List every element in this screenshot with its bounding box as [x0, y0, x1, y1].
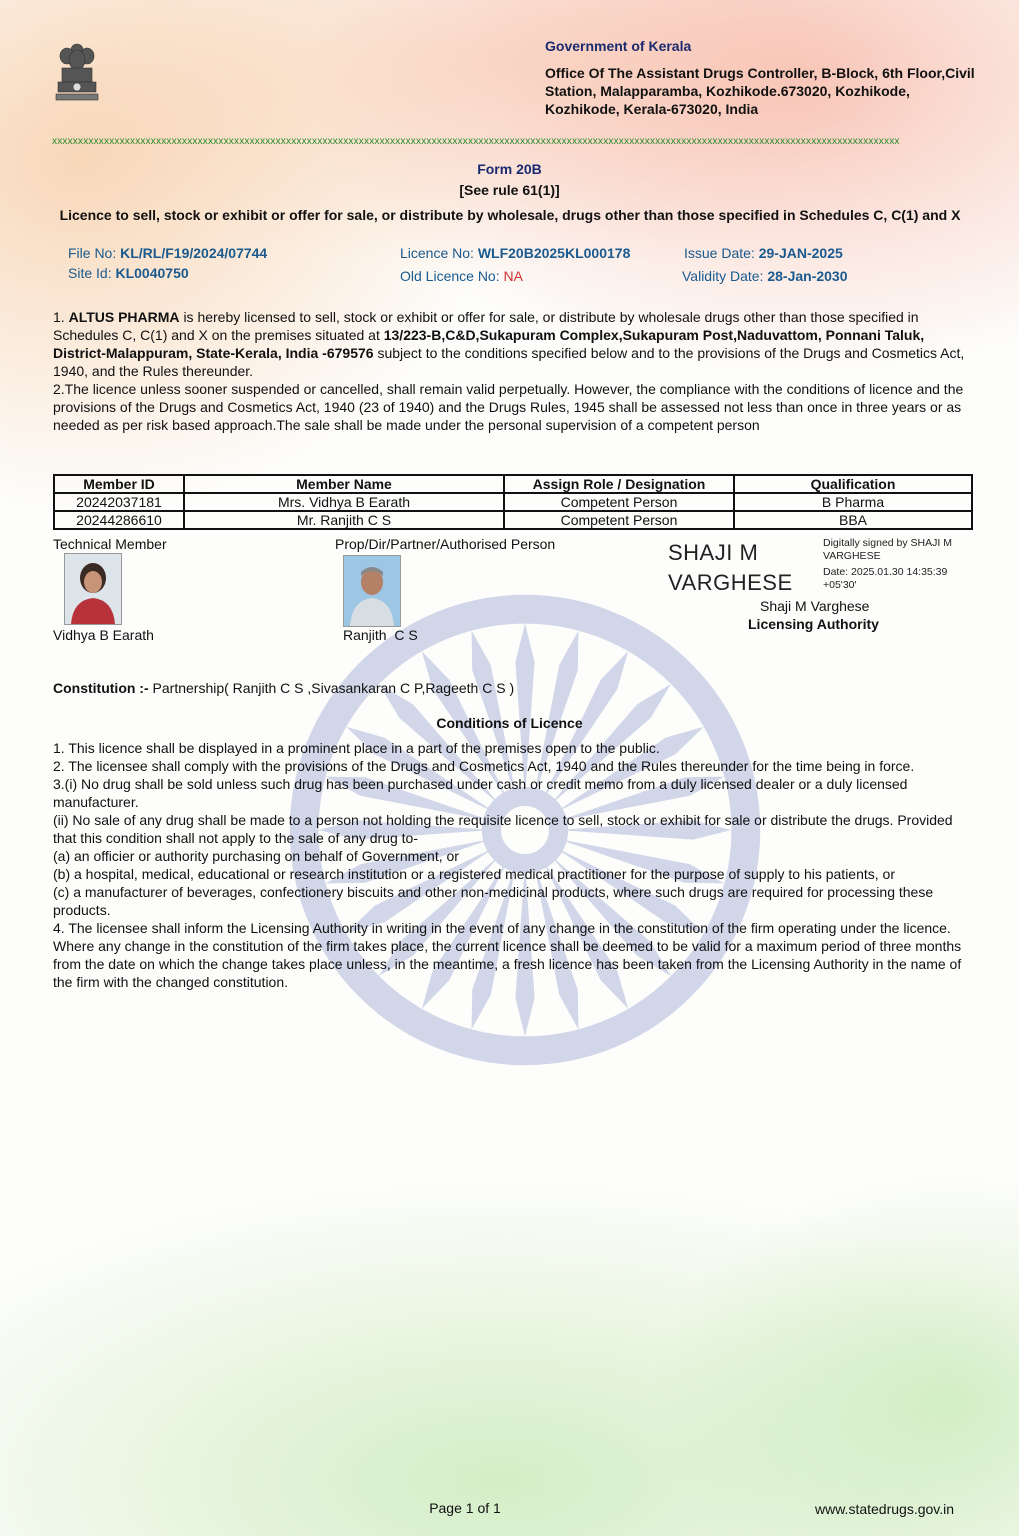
conditions-list	[53, 739, 973, 991]
authorised-person-label: Prop/Dir/Partner/Authorised Person	[335, 536, 556, 552]
licence-paragraph-1: 1. ALTUS PHARMA is hereby licensed to sell, stock or exhibit or offer for sale, or distribute by wholesale drugs other than those specified in Schedules C, C(1) and X on the premises situated at 13/223-B,C&D,Sukapuram Complex,Sukapuram Post,Naduvattom, Ponnani Taluk, District-Malappuram, State-Kerala, India -679576 subject to the conditions specified below and to the provisions of the Drugs and Cosmetics Act, 1940, and the Rules thereunder.	[53, 309, 965, 379]
digital-signature-details: Digitally signed by SHAJI M VARGHESE Date: 2025.01.30 14:35:39 +05'30'	[823, 537, 952, 591]
form-rule: [See rule 61(1)]	[459, 182, 560, 198]
old-licence-no: Old Licence No: NA	[400, 268, 523, 284]
authority-title: Licensing Authority	[748, 616, 879, 632]
person-photo-icon	[65, 554, 121, 624]
condition-item: (c) a manufacturer of beverages, confectionery biscuits and other non-medicinal products, where such drugs are required for processing these products.	[53, 884, 934, 918]
cell-member-name: Mr. Ranjith C S	[184, 511, 504, 529]
condition-item: 1. This licence shall be displayed in a prominent place in a part of the premises open to the public.	[53, 740, 660, 756]
cell-role: Competent Person	[504, 493, 734, 511]
cell-qualification: BBA	[734, 511, 972, 529]
condition-item: 2. The licensee shall comply with the provisions of the Drugs and Cosmetics Act, 1940 and the Rules thereunder for the time being in force.	[53, 758, 915, 774]
licence-heading: Licence to sell, stock or exhibit or offer for sale, or distribute by wholesale, drugs other than those specified in Schedules C, C(1) and X	[59, 207, 961, 223]
person-photo-icon	[344, 556, 400, 626]
issue-date: Issue Date: 29-JAN-2025	[684, 245, 843, 261]
table-header-row	[54, 475, 972, 493]
authorised-person-photo	[343, 555, 401, 627]
col-qualification: Qualification	[734, 475, 972, 493]
condition-item: (ii) No sale of any drug shall be made to a person not holding the requisite licence to sell, stock or exhibit for sale or distribute the drugs. Provided that this condition shall not apply to the sale of any drug to-	[53, 812, 953, 846]
separator-line: xxxxxxxxxxxxxxxxxxxxxxxxxxxxxxxxxxxxxxxxxxxxxxxxxxxxxxxxxxxxxxxxxxxxxxxxxxxxxxxxxxxxxxxxxxxxxxxxxxxxxxxxxxxxxxxxxxxxxxxxxxxxxxxxxxxxxxxxxxxxxxxxxxxxxxxxxxxxxxxxxxx	[52, 136, 900, 147]
condition-item: (a) an officier or authority purchasing on behalf of Government, or	[53, 848, 459, 864]
authority-name: Shaji M Varghese	[760, 598, 870, 614]
members-table	[53, 474, 973, 530]
authorised-person-name: Ranjith C S	[343, 627, 418, 643]
form-title: Form 20B	[477, 161, 542, 177]
constitution: Constitution :- Partnership( Ranjith C S ,Sivasankaran C P,Rageeth C S )	[53, 680, 515, 696]
table-row	[54, 511, 972, 529]
licence-paragraph-2: 2.The licence unless sooner suspended or cancelled, shall remain valid perpetually. However, the compliance with the conditions of licence and the provisions of the Drugs and Cosmetics Act, 1940 (23 of 1940) and the Drugs Rules, 1945 shall be assessed not less than once in three years or as needed as per risk based approach.The sale shall be made under the personal supervision of a competent person	[53, 381, 964, 433]
office-address: Office Of The Assistant Drugs Controller, B-Block, 6th Floor,Civil Station, Malapparamba, Kozhikode.673020, Kozhikode, Kozhikode, Kerala-673020, India	[545, 65, 975, 117]
cell-member-id: 20242037181	[54, 493, 184, 511]
col-role: Assign Role / Designation	[504, 475, 734, 493]
technical-member-photo	[64, 553, 122, 625]
cell-member-id: 20244286610	[54, 511, 184, 529]
condition-item: 3.(i) No drug shall be sold unless such drug has been purchased under cash or credit memo from a duly licensed dealer or a duly licensed manufacturer.	[53, 776, 908, 810]
site-id: Site Id: KL0040750	[68, 265, 189, 281]
technical-member-name: Vidhya B Earath	[53, 627, 154, 643]
digital-signature-name: SHAJI M VARGHESE	[668, 540, 793, 595]
technical-member-label: Technical Member	[53, 536, 167, 552]
condition-item: 4. The licensee shall inform the Licensing Authority in writing in the event of any change in the constitution of the firm operating under the licence. Where any change in the constitution of the firm takes place, the current licence shall be deemed to be valid for a maximum period of three months from the date on which the change takes place unless, in the meantime, a fresh licence has been taken from the Licensing Authority in the name of the firm with the changed constitution.	[53, 920, 962, 990]
file-no: File No: KL/RL/F19/2024/07744	[68, 245, 268, 261]
cell-role: Competent Person	[504, 511, 734, 529]
validity-date: Validity Date: 28-Jan-2030	[682, 268, 848, 284]
cell-member-name: Mrs. Vidhya B Earath	[184, 493, 504, 511]
condition-item: (b) a hospital, medical, educational or research institution or a registered medical practitioner for the purpose of supply to his patients, or	[53, 866, 895, 882]
col-member-name: Member Name	[184, 475, 504, 493]
col-member-id: Member ID	[54, 475, 184, 493]
table-row	[54, 493, 972, 511]
website-url: www.statedrugs.gov.in	[815, 1501, 955, 1517]
state-emblem-icon	[52, 42, 102, 108]
licence-no: Licence No: WLF20B2025KL000178	[400, 245, 631, 261]
page-number: Page 1 of 1	[429, 1500, 501, 1516]
government-name: Government of Kerala	[545, 38, 692, 54]
cell-qualification: B Pharma	[734, 493, 972, 511]
conditions-title: Conditions of Licence	[436, 715, 583, 731]
